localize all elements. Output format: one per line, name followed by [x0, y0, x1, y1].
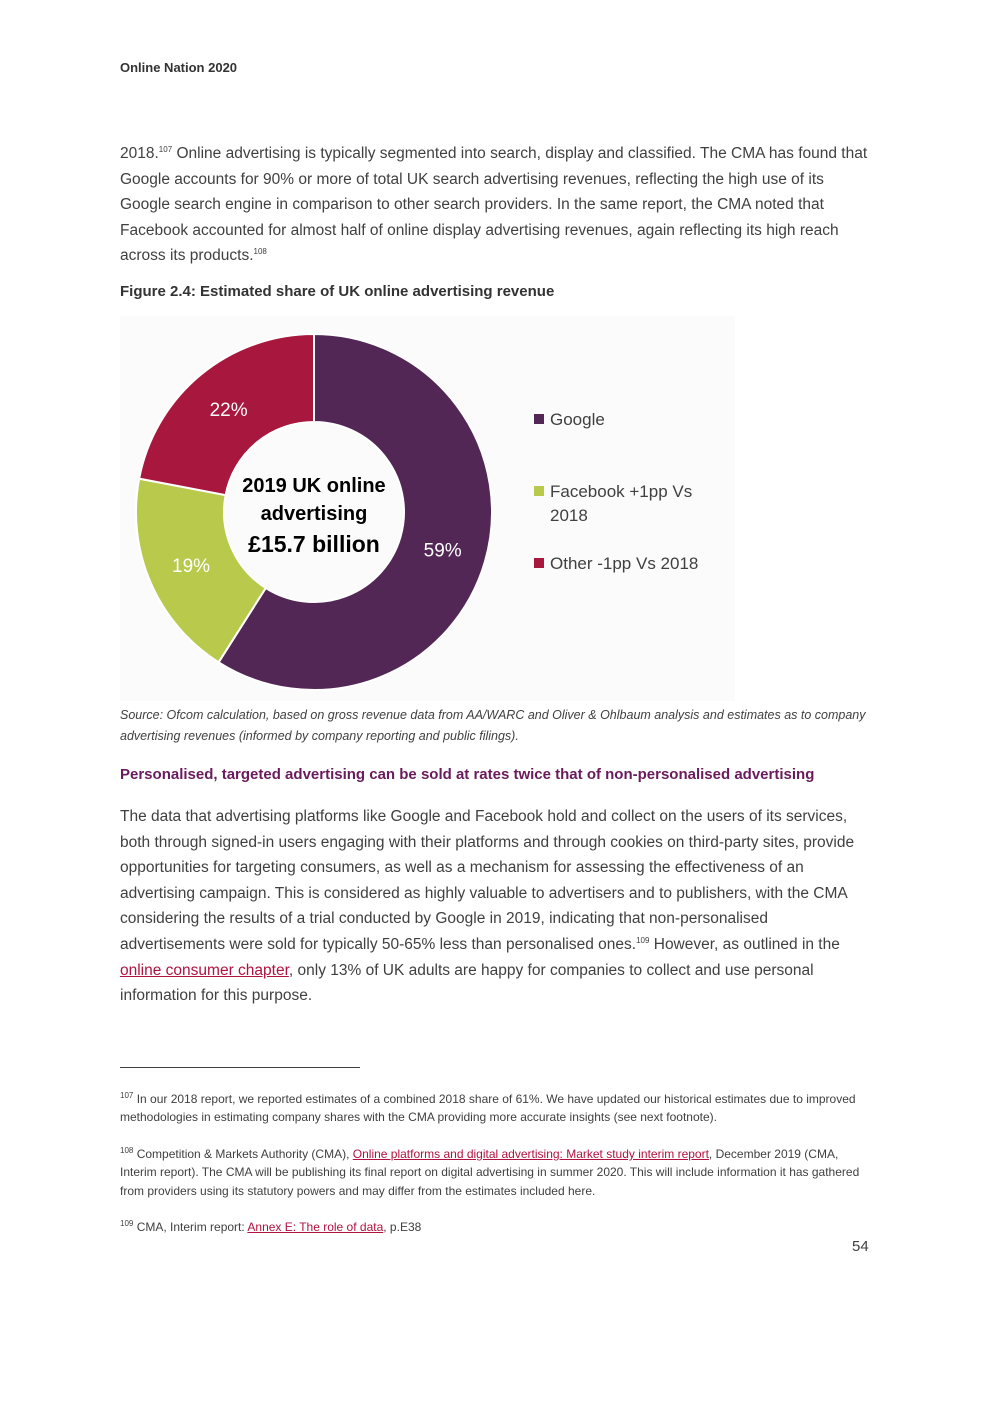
- data-label-google: 59%: [423, 540, 462, 562]
- figure-title: Figure 2.4: Estimated share of UK online advertising revenue: [120, 283, 555, 300]
- section-text-1: The data that advertising platforms like Google and Facebook hold and collect on the users of its services, both through signed-in users engaging with their platforms and through cookies on third-party sites, provide opportunities for targeting consumers, as well as a mechanism for assessing the effectiveness of an advertising campaign. This is considered as highly valuable to advertisers and to publishers, with the CMA considering the results of a trial conducted by Google in 2019, indicating that non-personalised advertisements were sold for typically 50-65% less than personalised ones.: [120, 808, 855, 953]
- footnote-107-text: In our 2018 report, we reported estimates of a combined 2018 share of 61%. We have updated our historical estimates due to improved methodologies in estimating company shares with the CMA providing more accurate insights (see next footnote).: [120, 1092, 856, 1125]
- legend-swatch-other-1pp-vs-2018: [534, 558, 544, 568]
- annex-e-link[interactable]: Annex E: The role of data: [247, 1220, 384, 1234]
- footnote-108-pre: Competition & Markets Authority (CMA),: [133, 1147, 353, 1161]
- legend-label-google: Google: [550, 410, 605, 429]
- section-paragraph: [120, 804, 875, 1009]
- data-label-other-1pp-vs-2018: 22%: [209, 399, 248, 421]
- center-label-line-3: £15.7 billion: [248, 531, 380, 557]
- intro-paragraph: [120, 141, 875, 269]
- intro-text: Online advertising is typically segmented into search, display and classified. The CMA has found that Google accounts for 90% or more of total UK search advertising revenues, reflecting the high use of its Google search engine in comparison to other search providers. In the same report, the CMA noted that Facebook accounted for almost half of online display advertising revenues, again reflecting its high reach across its products.: [120, 145, 868, 265]
- running-header: Online Nation 2020: [120, 60, 238, 75]
- section-text-3: , only 13% of UK adults are happy for companies to collect and use personal information for this purpose.: [120, 961, 814, 1005]
- footnote-ref-108[interactable]: 108: [253, 247, 267, 257]
- center-label-line-2: advertising: [260, 503, 368, 525]
- legend-label-facebook-1pp-vs-2018-line-2: 2018: [550, 506, 588, 525]
- section-heading: Personalised, targeted advertising can be sold at rates twice that of non-personalised advertising: [120, 766, 815, 783]
- footnote-108-number: 108: [120, 1146, 134, 1155]
- legend-label-facebook-1pp-vs-2018: Facebook +1pp Vs: [550, 482, 693, 501]
- footnote-divider: [120, 1067, 360, 1068]
- footnote-108: [120, 1145, 865, 1200]
- cma-interim-report-link[interactable]: Online platforms and digital advertising: Market study interim report: [352, 1147, 709, 1161]
- legend-label-other-1pp-vs-2018: Other -1pp Vs 2018: [550, 554, 699, 573]
- legend-swatch-google: [534, 414, 544, 424]
- footnote-107-number: 107: [120, 1091, 134, 1100]
- online-consumer-chapter-link[interactable]: online consumer chapter: [120, 961, 289, 979]
- section-text-2: However, as outlined in the: [649, 935, 840, 953]
- footnote-109-number: 109: [120, 1219, 134, 1228]
- legend-swatch-facebook-1pp-vs-2018: [534, 486, 544, 496]
- page-number: 54: [852, 1238, 869, 1255]
- data-label-facebook-1pp-vs-2018: 19%: [172, 556, 211, 578]
- donut-chart-svg: [120, 316, 735, 701]
- donut-chart: [120, 316, 735, 701]
- intro-lead: 2018.: [120, 145, 159, 162]
- footnote-109: [120, 1218, 865, 1236]
- footnote-109-post: , p.E38: [383, 1220, 422, 1234]
- footnote-ref-109[interactable]: 109: [636, 935, 650, 945]
- center-label-line-1: 2019 UK online: [242, 475, 386, 497]
- footnote-108-post: , December 2019 (CMA, Interim report). The CMA will be publishing its final report on digital advertising in summer 2020. This will include information it has gathered from providers using its statutory powers and may differ from the estimates included here.: [120, 1147, 860, 1198]
- footnote-107: [120, 1090, 865, 1127]
- footnote-ref-107[interactable]: 107: [158, 144, 173, 154]
- figure-source: Source: Ofcom calculation, based on gross revenue data from AA/WARC and Oliver & Ohlbaum analysis and estimates as to company advertising revenues (informed by company reporting and public filings).: [120, 708, 866, 743]
- footnote-109-pre: CMA, Interim report:: [133, 1220, 248, 1234]
